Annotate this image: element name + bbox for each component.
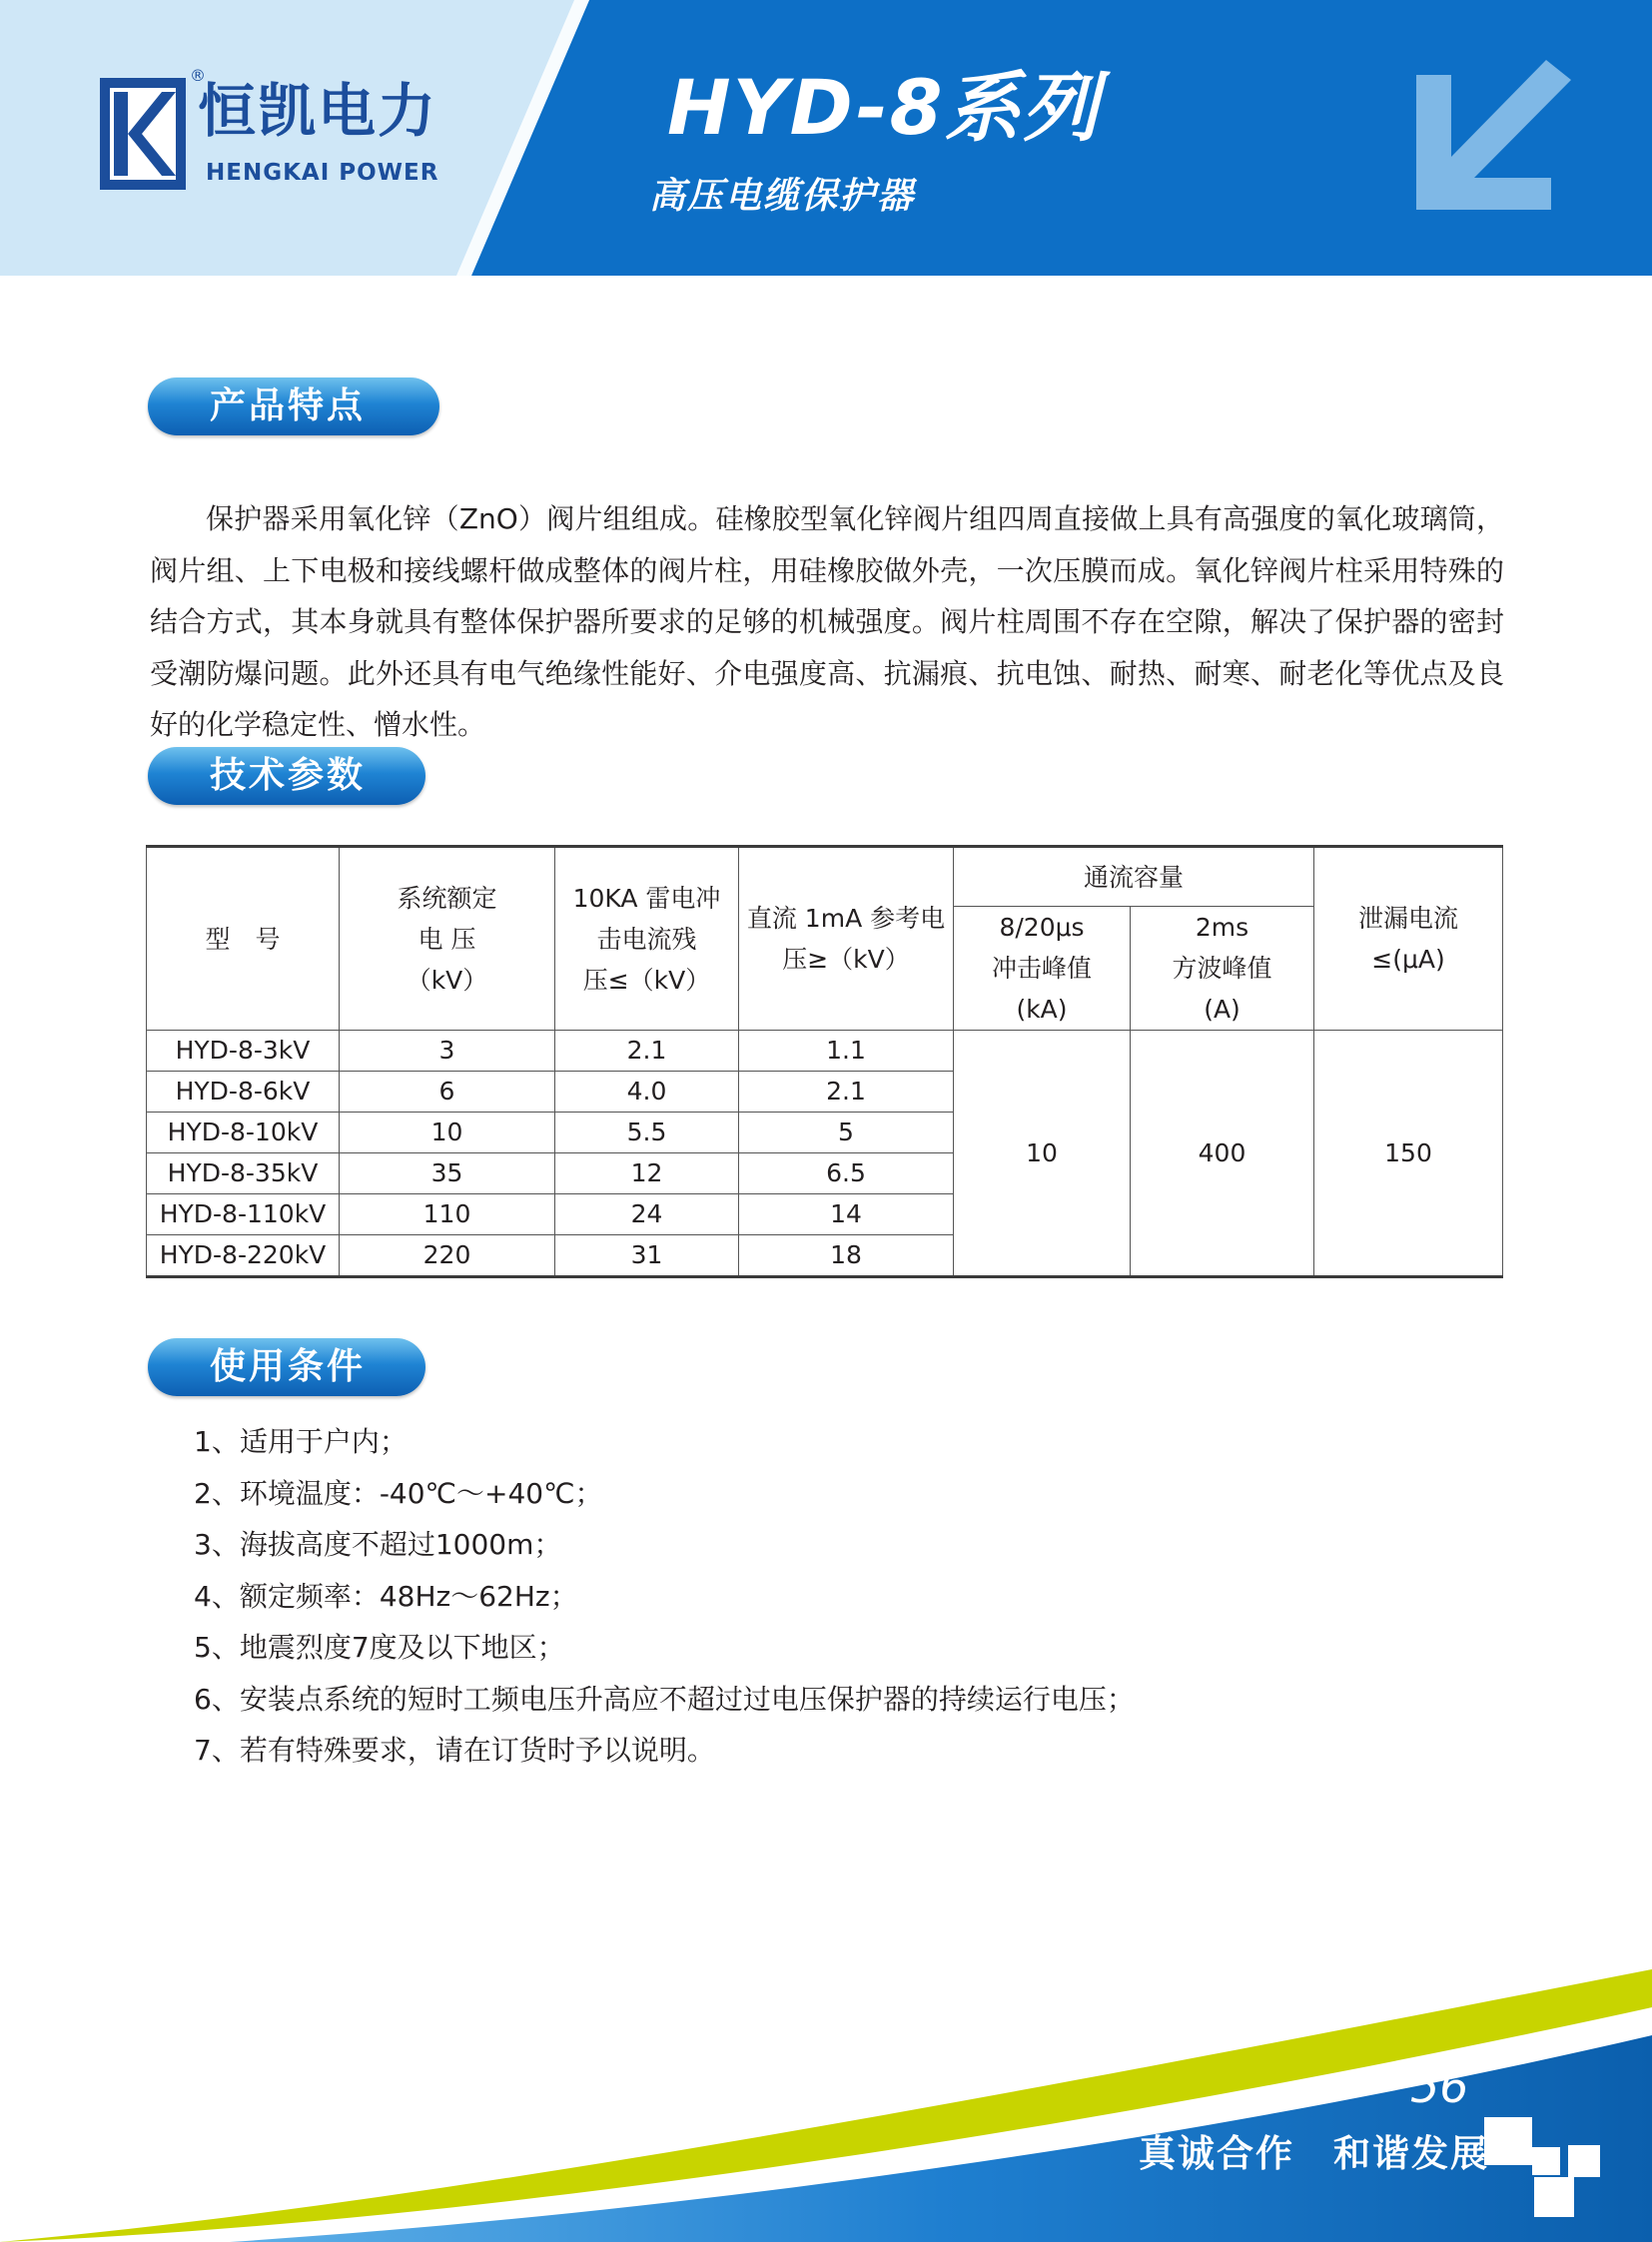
header-rated-voltage: 系统额定 电 压 （kV）	[340, 847, 555, 1031]
cell-voltage: 3	[340, 1031, 555, 1072]
brand-name-en: HENGKAI POWER	[206, 160, 439, 186]
cell-dc-ref: 2.1	[739, 1072, 954, 1113]
brand-name-cn: 恒凯电力	[198, 77, 438, 145]
header-model: 型 号	[147, 847, 340, 1031]
cell-voltage: 220	[340, 1235, 555, 1277]
features-paragraph: 保护器采用氧化锌（ZnO）阀片组组成。硅橡胶型氧化锌阀片组四周直接做上具有高强度的氧化玻璃筒，阀片组、上下电极和接线螺杆做成整体的阀片柱，用硅橡胶做外壳，一次压膜而成。氧化锌阀片柱采用特殊的结合方式，其本身就具有整体保护器所要求的足够的机械强度。阀片柱周围不存在空隙，解决了保护器的密封受潮防爆问题。此外还具有电气绝缘性能好、介电强度高、抗漏痕、抗电蚀、耐热、耐寒、耐老化等优点及良好的化学稳定性、憎水性。	[150, 502, 1504, 741]
cell-voltage: 6	[340, 1072, 555, 1113]
cell-residual: 5.5	[555, 1113, 739, 1153]
cell-residual: 2.1	[555, 1031, 739, 1072]
cell-dc-ref: 18	[739, 1235, 954, 1277]
list-item: 6、安装点系统的短时工频电压升高应不超过过电压保护器的持续运行电压；	[194, 1682, 1135, 1716]
cell-model: HYD-8-3kV	[147, 1031, 340, 1072]
cell-square-wave-shared: 400	[1131, 1031, 1314, 1277]
cell-residual: 12	[555, 1153, 739, 1194]
header-dc-reference: 直流 1mA 参考电 压≥（kV）	[739, 847, 954, 1031]
cell-dc-ref: 14	[739, 1194, 954, 1235]
list-item: 1、适用于户内；	[194, 1425, 408, 1458]
series-title: HYD-8系列	[667, 63, 1101, 152]
cell-voltage: 110	[340, 1194, 555, 1235]
cell-model: HYD-8-10kV	[147, 1113, 340, 1153]
cell-dc-ref: 1.1	[739, 1031, 954, 1072]
header-leakage-current: 泄漏电流 ≤(μA)	[1314, 847, 1503, 1031]
cell-residual: 24	[555, 1194, 739, 1235]
header-square-wave-peak: 2ms 方波峰值 (A)	[1131, 907, 1314, 1031]
list-item: 5、地震烈度7度及以下地区；	[194, 1631, 565, 1664]
spec-table	[146, 845, 1503, 1278]
header-flow-capacity: 通流容量	[954, 847, 1314, 907]
page-header	[0, 0, 1652, 276]
registered-mark: ®	[190, 66, 206, 85]
section-title-conditions: 使用条件	[148, 1338, 425, 1396]
footer-wave	[0, 1957, 1652, 2242]
table-row	[147, 1031, 1503, 1072]
cell-leakage-shared: 150	[1314, 1031, 1503, 1277]
cell-voltage: 35	[340, 1153, 555, 1194]
footer-slogan: 真诚合作 和谐发展	[1139, 2132, 1489, 2175]
cell-model: HYD-8-220kV	[147, 1235, 340, 1277]
list-item: 3、海拔高度不超过1000m；	[194, 1528, 562, 1561]
series-subtitle: 高压电缆保护器	[649, 176, 916, 217]
section-title-params: 技术参数	[148, 747, 425, 805]
list-item: 4、额定频率：48Hz～62Hz；	[194, 1579, 578, 1613]
cell-voltage: 10	[340, 1113, 555, 1153]
section-title-features: 产品特点	[148, 377, 439, 435]
conditions-list	[194, 1416, 1135, 1777]
header-residual-voltage: 10KA 雷电冲 击电流残 压≤（kV）	[555, 847, 739, 1031]
cell-impulse-shared: 10	[954, 1031, 1131, 1277]
list-item: 7、若有特殊要求，请在订货时予以说明。	[194, 1734, 715, 1767]
list-item: 2、环境温度：-40℃～+40℃；	[194, 1476, 603, 1510]
cell-model: HYD-8-6kV	[147, 1072, 340, 1113]
cell-dc-ref: 6.5	[739, 1153, 954, 1194]
hengkai-logo-icon	[100, 78, 186, 190]
header-impulse-peak: 8/20μs 冲击峰值 (kA)	[954, 907, 1131, 1031]
cell-model: HYD-8-35kV	[147, 1153, 340, 1194]
cell-residual: 31	[555, 1235, 739, 1277]
arrow-down-left-icon	[1416, 60, 1586, 220]
cell-residual: 4.0	[555, 1072, 739, 1113]
page-number: 56	[1410, 2059, 1469, 2113]
cell-model: HYD-8-110kV	[147, 1194, 340, 1235]
cell-dc-ref: 5	[739, 1113, 954, 1153]
